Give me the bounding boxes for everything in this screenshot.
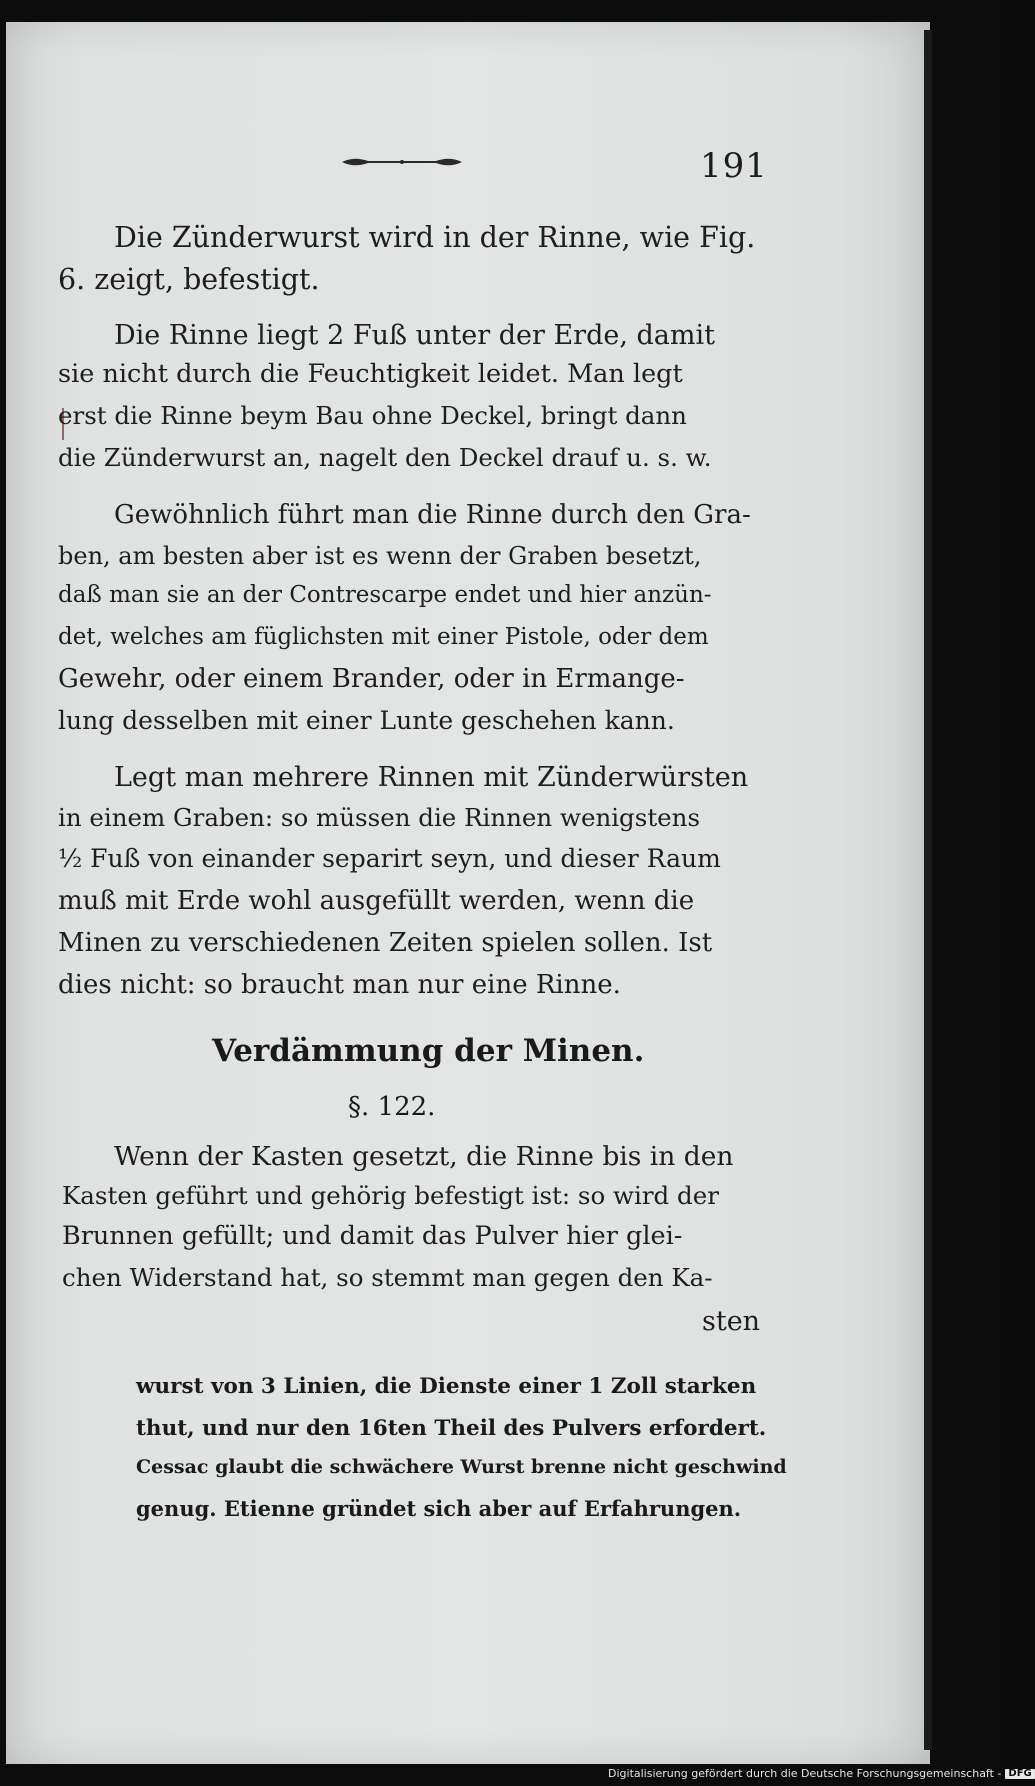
book-page xyxy=(6,22,930,1764)
header-ornament-rule xyxy=(338,155,466,169)
paragraph-3-line-6: lung desselben mit einer Lunte geschehen kann. xyxy=(58,706,675,735)
section-paragraph-line-4: chen Widerstand hat, so stemmt man gegen den Ka- xyxy=(62,1263,713,1292)
footnote-line-2: thut, und nur den 16ten Theil des Pulvers erfordert. xyxy=(136,1416,767,1441)
paragraph-3-line-4: det, welches am füglichsten mit einer Pistole, oder dem xyxy=(58,624,709,650)
section-paragraph-line-2: Kasten geführt und gehörig befestigt ist: so wird der xyxy=(62,1181,719,1210)
section-paragraph-line-1: Wenn der Kasten gesetzt, die Rinne bis in den xyxy=(114,1141,734,1172)
paragraph-2-line-4: die Zünderwurst an, nagelt den Deckel drauf u. s. w. xyxy=(58,443,712,472)
page-edge-shadow xyxy=(924,30,932,1750)
paragraph-3-line-3: daß man sie an der Contrescarpe endet und hier anzün- xyxy=(58,582,712,608)
digitization-credit-text: Digitalisierung gefördert durch die Deutsche Forschungsgemeinschaft - xyxy=(608,1767,1002,1780)
footnote-line-3: Cessac glaubt die schwächere Wurst brenne nicht geschwind xyxy=(136,1456,787,1478)
paragraph-2-line-3: erst die Rinne beym Bau ohne Deckel, bringt dann xyxy=(58,401,687,430)
paragraph-2-line-1: Die Rinne liegt 2 Fuß unter der Erde, damit xyxy=(114,320,715,351)
paragraph-4-line-5: Minen zu verschiedenen Zeiten spielen sollen. Ist xyxy=(58,928,713,958)
paragraph-2-line-2: sie nicht durch die Feuchtigkeit leidet. Man legt xyxy=(58,359,683,389)
section-number: §. 122. xyxy=(348,1092,436,1122)
paragraph-4-line-4: muß mit Erde wohl ausgefüllt werden, wenn die xyxy=(58,886,695,916)
paragraph-3-line-1: Gewöhnlich führt man die Rinne durch den Gra- xyxy=(114,500,751,530)
footnote-line-1: wurst von 3 Linien, die Dienste einer 1 Zoll starken xyxy=(136,1374,757,1399)
catchword: sten xyxy=(702,1306,761,1337)
digitization-credit xyxy=(608,1768,1035,1779)
paragraph-4-line-1: Legt man mehrere Rinnen mit Zünderwürsten xyxy=(114,762,749,793)
section-title: Verdämmung der Minen. xyxy=(212,1033,645,1069)
paragraph-1-line-1: Die Zünderwurst wird in der Rinne, wie Fig. xyxy=(114,221,756,254)
section-paragraph-line-3: Brunnen gefüllt; und damit das Pulver hier glei- xyxy=(62,1221,683,1251)
paragraph-3-line-5: Gewehr, oder einem Brander, oder in Ermange- xyxy=(58,664,685,694)
paragraph-4-line-2: in einem Graben: so müssen die Rinnen wenigstens xyxy=(58,803,701,832)
page-number: 191 xyxy=(700,146,768,186)
paragraph-1-line-2: 6. zeigt, befestigt. xyxy=(58,263,320,296)
paragraph-4-line-6: dies nicht: so braucht man nur eine Rinne. xyxy=(58,970,621,1000)
paragraph-4-line-3: ½ Fuß von einander separirt seyn, und dieser Raum xyxy=(58,844,721,873)
paragraph-3-line-2: ben, am besten aber ist es wenn der Graben besetzt, xyxy=(58,542,702,570)
dfg-logo: DFG xyxy=(1005,1769,1034,1779)
footnote-line-4: genug. Etienne gründet sich aber auf Erfahrungen. xyxy=(136,1496,742,1521)
